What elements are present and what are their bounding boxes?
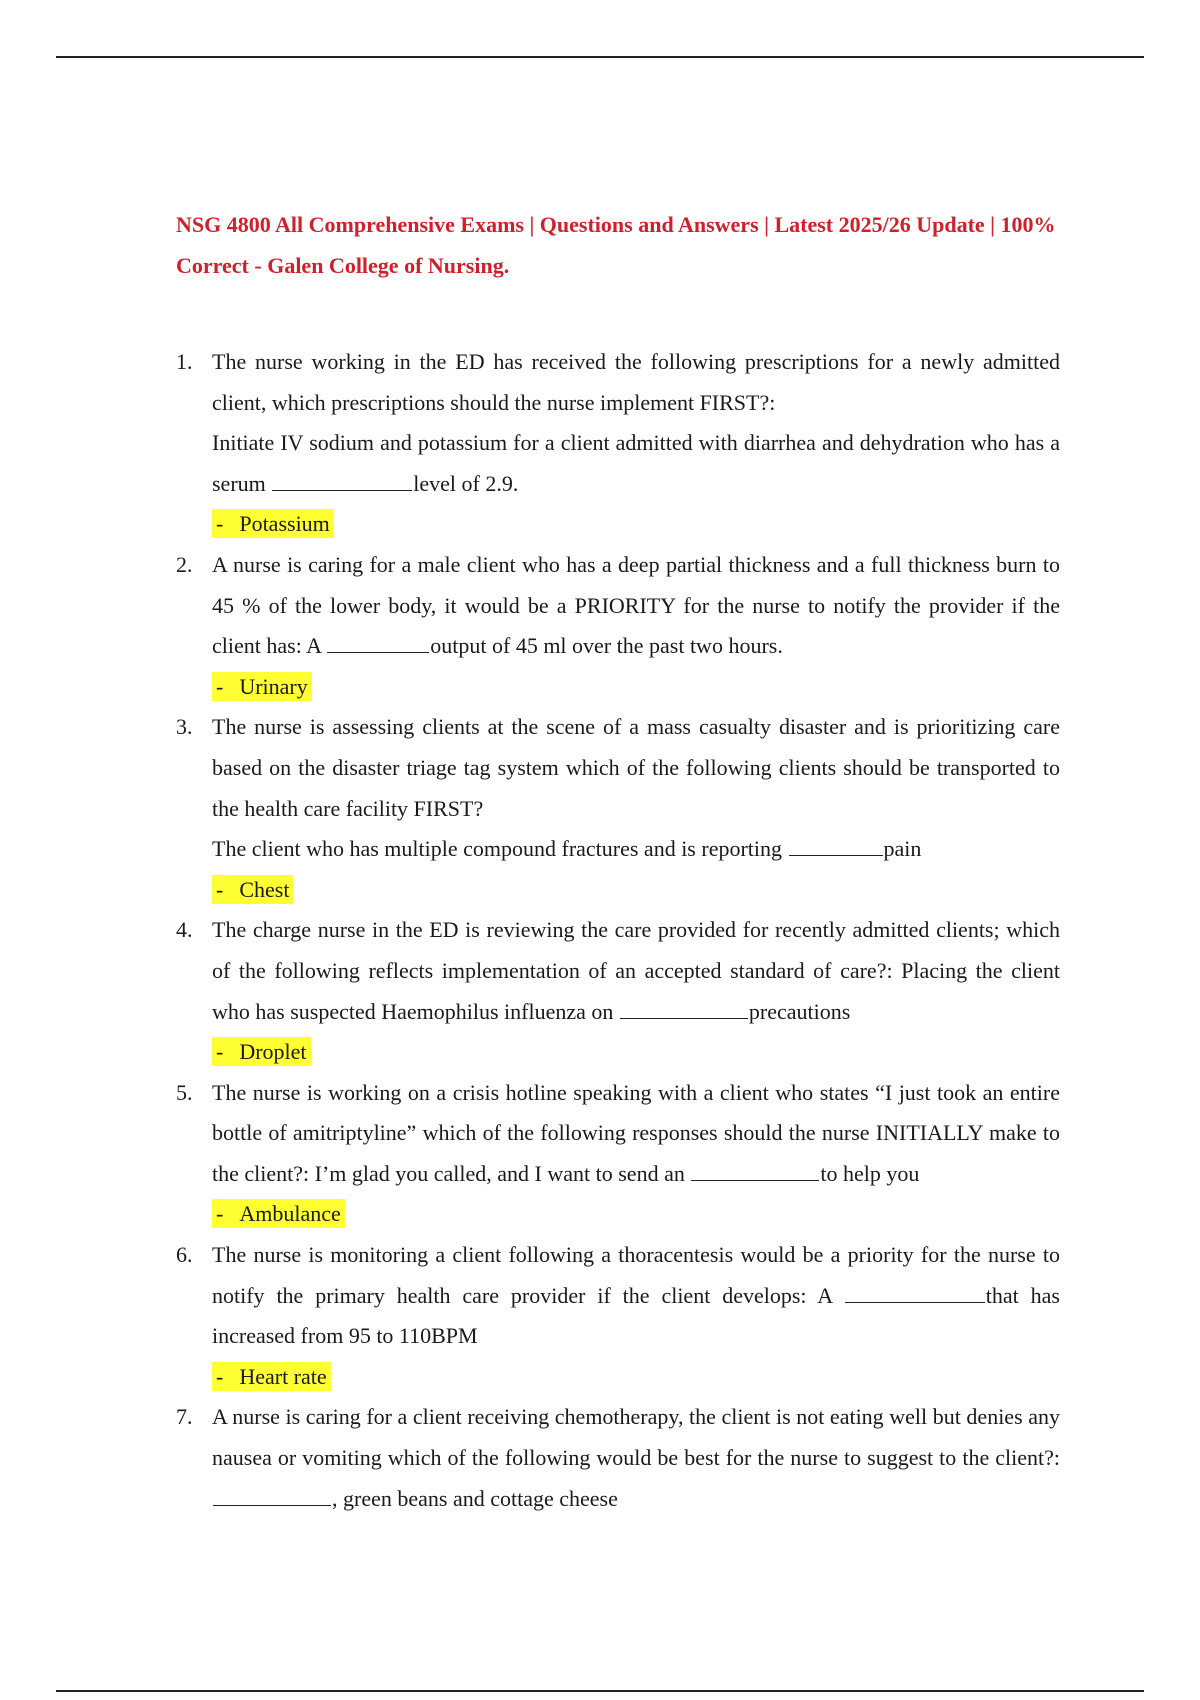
top-rule	[56, 56, 1144, 58]
answer-text: Urinary	[239, 673, 308, 699]
question-4	[176, 910, 1060, 1032]
question-text	[212, 545, 1060, 667]
answer-blank	[845, 1284, 985, 1303]
question-stem-end: pain	[883, 836, 922, 862]
question-7	[176, 1397, 1060, 1519]
question-stem-end: output of 45 ml over the past two hours.	[430, 633, 783, 659]
question-stem: The nurse is working on a crisis hotline speaking with a client who states “I just took an entire bottle of amitriptyline” which of the following responses should the nurse INITIALLY make to the client?: I’m glad you called, and I want to send an	[212, 1079, 1060, 1186]
answer-text: Ambulance	[239, 1201, 341, 1227]
answer-text: Potassium	[239, 511, 330, 537]
question-stem: The nurse is monitoring a client following a thoracentesis would be a priority for the nurse to notify the primary health care provider if the client develops: A	[212, 1242, 1060, 1308]
question-6	[176, 1235, 1060, 1357]
question-stem-continued: Initiate IV sodium and potassium for a client admitted with diarrhea and dehydration who has a serum	[212, 430, 1060, 496]
question-number: 3.	[176, 714, 193, 740]
answer-text: Heart rate	[239, 1363, 327, 1389]
document-body	[176, 204, 1060, 1519]
question-3	[176, 707, 1060, 869]
question-stem: The nurse is assessing clients at the scene of a mass casualty disaster and is prioritizing care based on the disaster triage tag system which of the following clients should be transported to the health care facility FIRST?	[212, 714, 1060, 821]
question-text	[212, 342, 1060, 504]
question-1	[176, 342, 1060, 504]
question-stem: A nurse is caring for a client receiving chemotherapy, the client is not eating well but denies any nausea or vomiting which of the following would be best for the nurse to suggest to the client?:	[212, 1404, 1060, 1471]
question-number: 4.	[176, 917, 193, 943]
question-text	[212, 1397, 1060, 1519]
answer-3: - Chest	[212, 870, 1060, 911]
answer-5: - Ambulance	[212, 1194, 1060, 1235]
answer-blank	[327, 634, 429, 653]
answer-text: Droplet	[239, 1039, 307, 1065]
question-stem-end: to help you	[820, 1160, 920, 1186]
question-5	[176, 1073, 1060, 1195]
answer-2: - Urinary	[212, 667, 1060, 708]
bottom-rule	[56, 1690, 1144, 1692]
question-text	[212, 1073, 1060, 1195]
question-text	[212, 707, 1060, 869]
answer-6: - Heart rate	[212, 1357, 1060, 1398]
question-list	[176, 342, 1060, 1519]
answer-blank	[789, 837, 883, 856]
question-number: 2.	[176, 551, 193, 577]
question-number: 7.	[176, 1404, 193, 1430]
answer-blank	[620, 1000, 748, 1019]
question-stem-end: level of 2.9.	[413, 470, 519, 496]
question-stem-continued: The client who has multiple compound fractures and is reporting	[212, 836, 783, 862]
question-stem-end: precautions	[748, 998, 851, 1024]
question-text	[212, 910, 1060, 1032]
question-stem: A nurse is caring for a male client who has a deep partial thickness and a full thickness burn to 45 % of the lower body, it would be a PRIORITY for the nurse to notify the provider if the client has: A	[212, 551, 1060, 659]
answer-blank	[272, 472, 412, 491]
question-number: 5.	[176, 1079, 193, 1105]
answer-text: Chest	[239, 876, 290, 902]
answer-4: - Droplet	[212, 1032, 1060, 1073]
document-title: NSG 4800 All Comprehensive Exams | Questions and Answers | Latest 2025/26 Update | 100% Correct - Galen College of Nursing.	[176, 212, 1056, 278]
question-text	[212, 1235, 1060, 1357]
question-number: 1.	[176, 349, 193, 374]
answer-1: - Potassium	[212, 504, 1060, 545]
question-stem: The nurse working in the ED has received the following prescriptions for a newly admitted client, which prescriptions should the nurse implement FIRST?:	[212, 349, 1060, 415]
question-stem: The charge nurse in the ED is reviewing the care provided for recently admitted clients; which of the following reflects implementation of an accepted standard of care?: Placing the client who has suspected Haemophilus influenza on	[212, 917, 1060, 1024]
question-stem-end: , green beans and cottage cheese	[332, 1485, 618, 1511]
question-2	[176, 545, 1060, 667]
answer-blank	[213, 1487, 331, 1506]
question-stem-end: that has increased from 95 to 110BPM	[212, 1282, 1060, 1349]
answer-blank	[691, 1162, 819, 1181]
question-number: 6.	[176, 1242, 193, 1268]
